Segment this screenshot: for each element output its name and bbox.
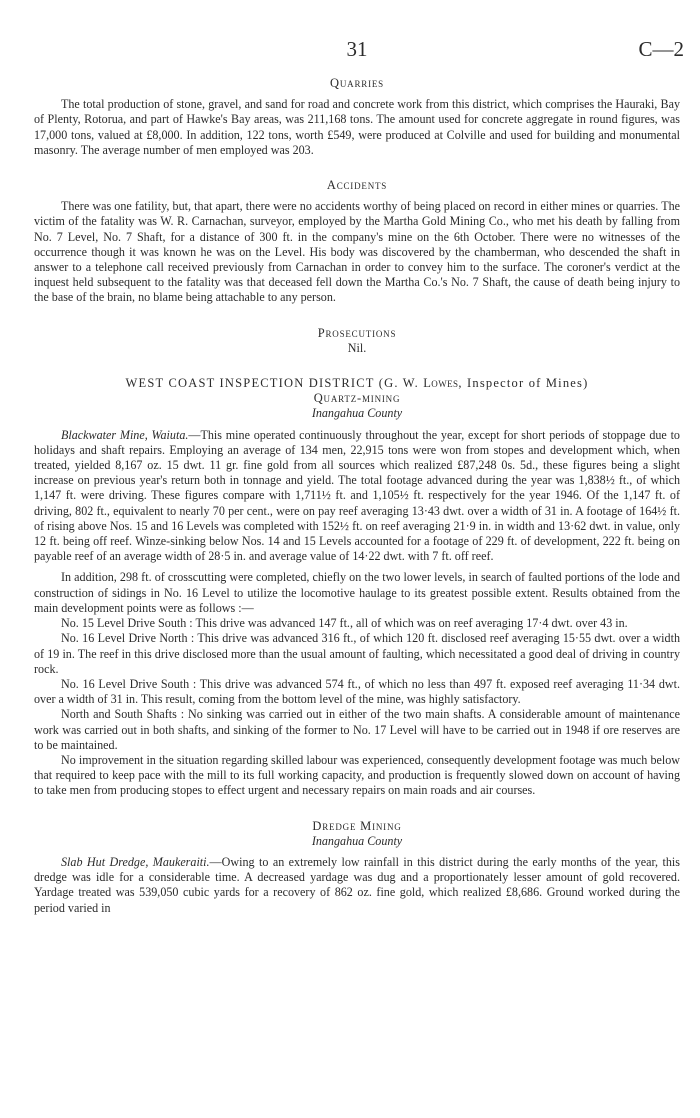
prosecutions-value: Nil. — [347, 340, 367, 355]
inspector-open: (G. W. — [378, 376, 424, 391]
document-code: C—2 — [638, 37, 684, 61]
quarries-heading: Quarries — [330, 76, 384, 90]
prosecutions-heading: Prosecutions — [317, 325, 397, 340]
mine-name: Blackwater Mine, Waiuta. — [61, 427, 189, 442]
level-16-north-paragraph: No. 16 Level Drive North : This drive was advanced 316 ft., of which 120 ft. disclosed reef averaging 15·55 dwt. over a width of 19 in. The reef in this drive disclosed more than the usual amount of faulting, which necessitated a good deal of driving in country rock. — [34, 631, 680, 676]
page-number: 31 — [346, 37, 368, 61]
crosscutting-paragraph: In addition, 298 ft. of crosscutting were completed, chiefly on the two lower levels, in search of faulted portions of the lode and construction of sidings in No. 16 Level to utilize the locomotive haulage to its greatest possible extent. Results obtained from the main development points were as follows :— — [34, 570, 680, 615]
district-name: WEST COAST INSPECTION DISTRICT — [125, 376, 375, 391]
page-header — [34, 37, 684, 70]
quarries-paragraph: The total production of stone, gravel, and sand for road and concrete work from this district, which comprises the Hauraki, Bay of Plenty, Rotorua, and part of Hawke's Bay areas, was 211,168 tons. The amount used for concrete aggregate in round figures, was 17,000 tons, valued at £8,000. In addition, 122 tons, worth £549, were produced at Colville and used for building and monumental masonry. The average number of men employed was 203. — [34, 97, 680, 157]
slab-hut-paragraph — [34, 855, 680, 916]
blackwater-paragraph — [34, 428, 680, 565]
inspector-name: Lowes — [423, 376, 459, 391]
dredge-mining-heading: Dredge Mining — [312, 818, 402, 833]
quartz-mining-heading: Quartz-mining — [313, 391, 401, 406]
county-heading: Inangahua County — [311, 406, 403, 421]
document-page — [34, 37, 684, 916]
district-title — [34, 376, 680, 391]
level-16-south-paragraph: No. 16 Level Drive South : This drive was advanced 574 ft., of which no less than 497 ft. exposed reef averaging 11·34 dwt. over a width of 31 in. This result, coming from the bottom level of the mine, was highly satisfactory. — [34, 676, 680, 707]
shafts-paragraph: North and South Shafts : No sinking was carried out in either of the two main shafts. A considerable amount of maintenance work was carried out in both shafts, and sinking of the former to No. 17 Level will have to be carried out in 1948 if ore reserves are to be maintained. — [34, 707, 680, 752]
dredge-county-heading: Inangahua County — [311, 833, 403, 848]
accidents-paragraph: There was one fatility, but, that apart, there were no accidents worthy of being placed on record in either mines or quarries. The victim of the fatality was W. R. Carnachan, surveyor, employed by the Martha Gold Mining Co., who met his death by falling from No. 7 Level, No. 7 Shaft, for a distance of 300 ft. in the company's mine on the 6th October. There were no witnesses of the occurrence though it was known he was on the Level. His body was discovered by the chamberman, who descended the shaft in answer to a telephone call received previously from Carnachan in order to convey him to the surface. The coroner's verdict at the inquest held subsequent to the fatality was that deceased fell down the Martha Co.'s No. 7 Shaft, the cause of death being injury to the base of the brain, no blame being attachable to any person. — [34, 199, 680, 305]
inspector-close: , Inspector of Mines) — [458, 376, 589, 391]
slab-hut-text: —Owing to an extremely low rainfall in this district during the early months of the year, this dredge was idle for a considerable time. A decreased yardage was dug and a proportionately lesser amount of gold recovered. Yardage treated was 539,050 cubic yards for a recovery of 862 oz. fine gold, which realized £8,686. Ground worked during the period varied in — [34, 854, 680, 915]
labour-paragraph: No improvement in the situation regarding skilled labour was experienced, consequently development footage was much below that required to keep pace with the mill to its full working capacity, and production is frequently slowed down on account of having to take men from producing stopes to effect urgent and necessary repairs on main roads and air courses. — [34, 752, 680, 798]
accidents-heading: Accidents — [326, 178, 388, 193]
level-15-south-paragraph: No. 15 Level Drive South : This drive was advanced 147 ft., all of which was on reef averaging 17·4 dwt. over 43 in. — [61, 616, 628, 631]
dredge-name: Slab Hut Dredge, Maukeraiti. — [61, 854, 210, 869]
blackwater-text: —This mine operated continuously throughout the year, except for short periods of stoppage due to holidays and shaft repairs. Employing an average of 134 men, 22,915 tons were won from stopes and development which, when treated, yielded 8,167 oz. 15 dwt. 11 gr. fine gold from all sources which realized £87,248 0s. 5d., these figures being a slight increase on previous year's return both in tonnage and yield. The total footage advanced during the year was 1,838½ ft., of which 1,147 ft. were driving. These figures compare with 1,711½ ft. and 1,105½ ft. respectively for the year 1946. Of the 1,147 ft. of driving, 802 ft., equivalent to nearly 70 per cent., were on pay reef averaging 13·43 dwt. over a width of 31 in. A footage of 164½ ft. of rising above Nos. 15 and 16 Levels was completed with 152½ ft. on reef averaging 21·9 in. in width and 13·62 dwt. in value, only 12 ft. being off reef. Winze-sinking below Nos. 14 and 15 Levels accounted for a footage of 229 ft. of development, 222 ft. being on payable reef of an average width of 28·5 in. and average value of 14·22 dwt. with 7 ft. off reef. — [34, 427, 680, 564]
